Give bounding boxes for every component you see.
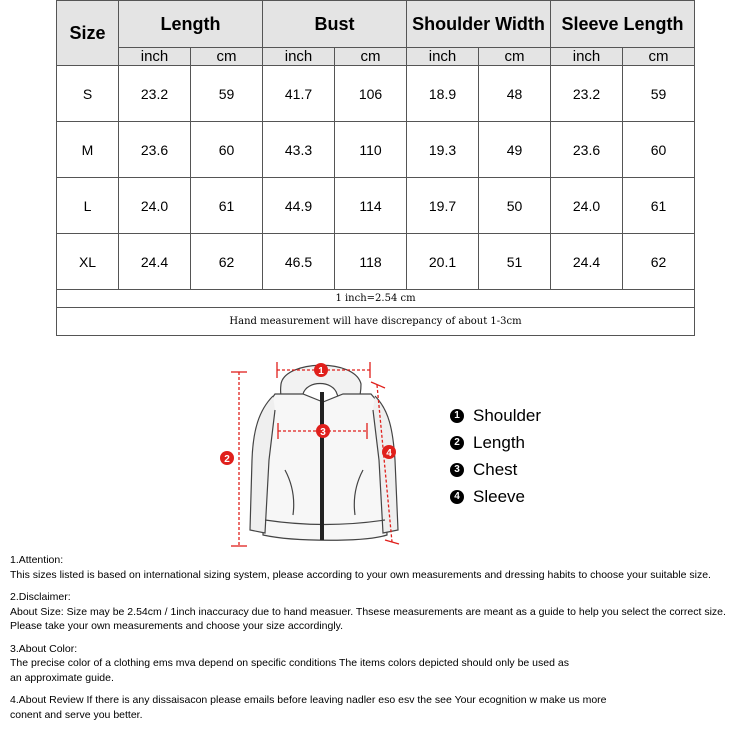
note-title: 2.Disclaimer: xyxy=(10,591,71,603)
value-cell: 114 xyxy=(335,178,407,234)
unit-cell: inch xyxy=(551,48,623,66)
note-attention xyxy=(10,553,745,582)
value-cell: 62 xyxy=(191,234,263,290)
value-cell: 61 xyxy=(623,178,695,234)
header-shoulder-width: Shoulder Width xyxy=(407,1,551,48)
value-cell: 43.3 xyxy=(263,122,335,178)
value-cell: 23.2 xyxy=(551,66,623,122)
marker-2-icon xyxy=(220,451,234,465)
number-2-icon: 2 xyxy=(450,436,464,450)
note-line: an approximate guide. xyxy=(10,671,114,684)
legend-label: Chest xyxy=(473,459,518,479)
value-cell: 59 xyxy=(623,66,695,122)
note-title: 3.About Color: xyxy=(10,642,78,655)
legend-item-shoulder xyxy=(450,402,541,429)
value-cell: 23.2 xyxy=(119,66,191,122)
note-line: About Size: Size may be 2.54cm / 1inch inaccuracy due to hand measuer. Thsese measurements are meant as a guide to help you select the correct size. xyxy=(10,605,726,618)
units-row xyxy=(57,48,695,66)
unit-cell: inch xyxy=(263,48,335,66)
value-cell: 23.6 xyxy=(119,122,191,178)
note-line: Please take your own measurements and choose your size accordingly. xyxy=(10,620,344,632)
size-chart-table xyxy=(56,0,695,336)
unit-cell: inch xyxy=(407,48,479,66)
unit-cell: cm xyxy=(623,48,695,66)
value-cell: 110 xyxy=(335,122,407,178)
value-cell: 50 xyxy=(479,178,551,234)
table-row xyxy=(57,178,695,234)
svg-text:3: 3 xyxy=(320,427,326,438)
unit-cell: cm xyxy=(191,48,263,66)
value-cell: 61 xyxy=(191,178,263,234)
value-cell: 19.7 xyxy=(407,178,479,234)
marker-3-icon xyxy=(316,424,330,438)
zipper xyxy=(320,392,324,540)
legend-label: Shoulder xyxy=(473,405,542,425)
note-title: 1.Attention: xyxy=(10,554,64,566)
notes-section xyxy=(10,553,745,730)
number-4-icon: 4 xyxy=(450,490,464,504)
svg-text:2: 2 xyxy=(224,454,230,465)
value-cell: 24.4 xyxy=(551,234,623,290)
unit-cell: cm xyxy=(479,48,551,66)
jacket-measurement-diagram xyxy=(215,350,410,550)
value-cell: 51 xyxy=(479,234,551,290)
legend-item-chest xyxy=(450,456,541,483)
value-cell: 46.5 xyxy=(263,234,335,290)
value-cell: 24.0 xyxy=(551,178,623,234)
discrepancy-note: Hand measurement will have discrepancy of about 1-3cm xyxy=(57,308,695,336)
legend-label: Sleeve xyxy=(473,486,525,506)
table-row xyxy=(57,122,695,178)
size-cell: L xyxy=(57,178,119,234)
header-sleeve-length: Sleeve Length xyxy=(551,1,695,48)
legend-item-sleeve xyxy=(450,483,541,510)
header-bust: Bust xyxy=(263,1,407,48)
size-cell: XL xyxy=(57,234,119,290)
value-cell: 44.9 xyxy=(263,178,335,234)
value-cell: 49 xyxy=(479,122,551,178)
header-row xyxy=(57,1,695,48)
value-cell: 24.0 xyxy=(119,178,191,234)
value-cell: 60 xyxy=(191,122,263,178)
value-cell: 60 xyxy=(623,122,695,178)
legend-item-length xyxy=(450,429,541,456)
note-line: The precise color of a clothing ems mva depend on specific conditions The items colors depicted should only be used as xyxy=(10,657,569,669)
value-cell: 19.3 xyxy=(407,122,479,178)
size-cell: M xyxy=(57,122,119,178)
measurement-legend xyxy=(450,402,541,510)
header-length: Length xyxy=(119,1,263,48)
value-cell: 20.1 xyxy=(407,234,479,290)
value-cell: 62 xyxy=(623,234,695,290)
note-review xyxy=(10,693,745,722)
note-disclaimer xyxy=(10,590,745,634)
note-line: conent and serve you better. xyxy=(10,708,143,721)
legend-label: Length xyxy=(473,432,525,452)
table-row xyxy=(57,234,695,290)
discrepancy-note-row xyxy=(57,308,695,336)
table-row xyxy=(57,66,695,122)
conversion-note: 1 inch=2.54 cm xyxy=(57,290,695,308)
value-cell: 48 xyxy=(479,66,551,122)
unit-cell: inch xyxy=(119,48,191,66)
svg-text:1: 1 xyxy=(318,366,324,377)
number-3-icon: 3 xyxy=(450,463,464,477)
value-cell: 106 xyxy=(335,66,407,122)
value-cell: 24.4 xyxy=(119,234,191,290)
jacket-illustration xyxy=(215,350,410,550)
svg-text:4: 4 xyxy=(386,448,392,459)
number-1-icon: 1 xyxy=(450,409,464,423)
unit-cell: cm xyxy=(335,48,407,66)
note-line: 4.About Review If there is any dissaisacon please emails before leaving nadler eso esv the see Your ecognition w make us more xyxy=(10,694,607,706)
value-cell: 59 xyxy=(191,66,263,122)
header-size: Size xyxy=(57,1,119,66)
value-cell: 41.7 xyxy=(263,66,335,122)
note-color xyxy=(10,642,745,686)
conversion-note-row xyxy=(57,290,695,308)
marker-1-icon xyxy=(314,363,328,377)
value-cell: 23.6 xyxy=(551,122,623,178)
marker-4-icon xyxy=(382,445,396,459)
value-cell: 118 xyxy=(335,234,407,290)
value-cell: 18.9 xyxy=(407,66,479,122)
note-line: This sizes listed is based on international sizing system, please according to your own measurements and dressing habits to choose your suitable size. xyxy=(10,568,711,581)
size-cell: S xyxy=(57,66,119,122)
